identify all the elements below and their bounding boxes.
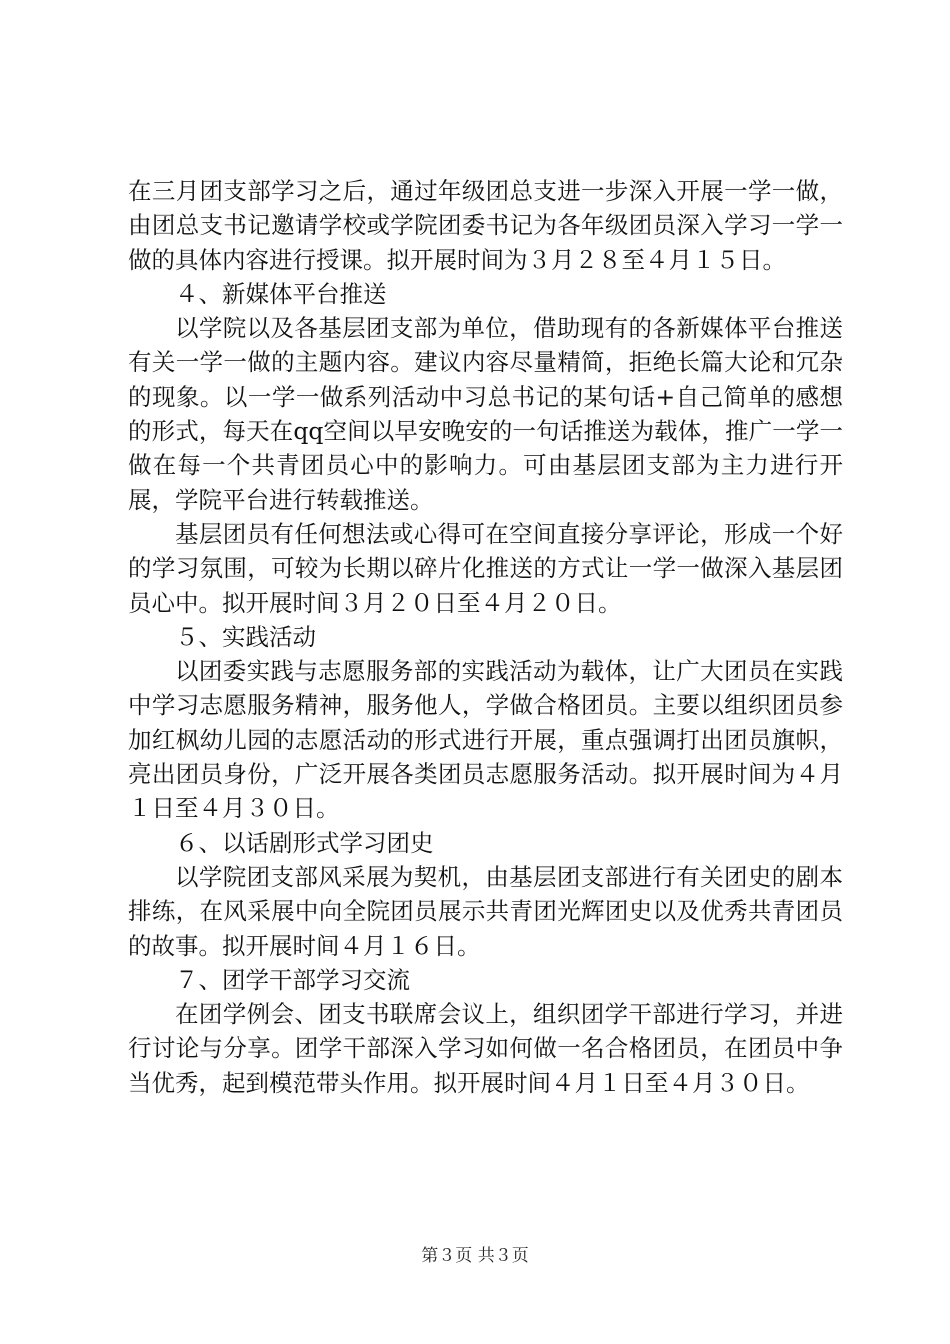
document-body	[128, 174, 843, 1100]
section-heading-7: ７、团学干部学习交流	[175, 965, 410, 994]
page-number-footer: 第３页 共３页	[421, 1246, 529, 1266]
section-heading-4: ４、新媒体平台推送	[175, 279, 387, 308]
paragraph-exchange: 在团学例会、团支书联席会议上，组织团学干部进行学习，并进行讨论与分享。团学干部深入学习如何做一名合格团员，在团员中争当优秀，起到模范带头作用。拟开展时间４月１日至４月３０日。	[128, 1000, 843, 1097]
paragraph-practice: 以团委实践与志愿服务部的实践活动为载体，让广大团员在实践中学习志愿服务精神，服务他人，学做合格团员。主要以组织团员参加红枫幼儿园的志愿活动的形式进行开展，重点强调打出团员旗帜，亮出团员身份，广泛开展各类团员志愿服务活动。拟开展时间为４月１日至４月３０日。	[128, 657, 843, 823]
paragraph-new-media: 以学院以及各基层团支部为单位，借助现有的各新媒体平台推送有关一学一做的主题内容。建议内容尽量精简，拒绝长篇大论和冗杂的现象。以一学一做系列活动中习总书记的某句话+自己简单的感想的形式，每天在qq空间以早安晚安的一句话推送为载体，推广一学一做在每一个共青团员心中的影响力。可由基层团支部为主力进行开展，学院平台进行转载推送。	[128, 314, 843, 514]
section-heading-5: ５、实践活动	[175, 622, 316, 651]
section-heading-6: ６、以话剧形式学习团史	[175, 828, 434, 857]
paragraph-drama: 以学院团支部风采展为契机，由基层团支部进行有关团史的剧本排练，在风采展中向全院团员展示共青团光辉团史以及优秀共青团员的故事。拟开展时间４月１６日。	[128, 862, 843, 960]
paragraph-grassroots: 基层团员有任何想法或心得可在空间直接分享评论，形成一个好的学习氛围，可较为长期以碎片化推送的方式让一学一做深入基层团员心中。拟开展时间３月２０日至４月２０日。	[128, 519, 843, 617]
paragraph-intro: 在三月团支部学习之后，通过年级团总支进一步深入开展一学一做，由团总支书记邀请学校或学院团委书记为各年级团员深入学习一学一做的具体内容进行授课。拟开展时间为３月２８至４月１５日。	[128, 177, 843, 274]
